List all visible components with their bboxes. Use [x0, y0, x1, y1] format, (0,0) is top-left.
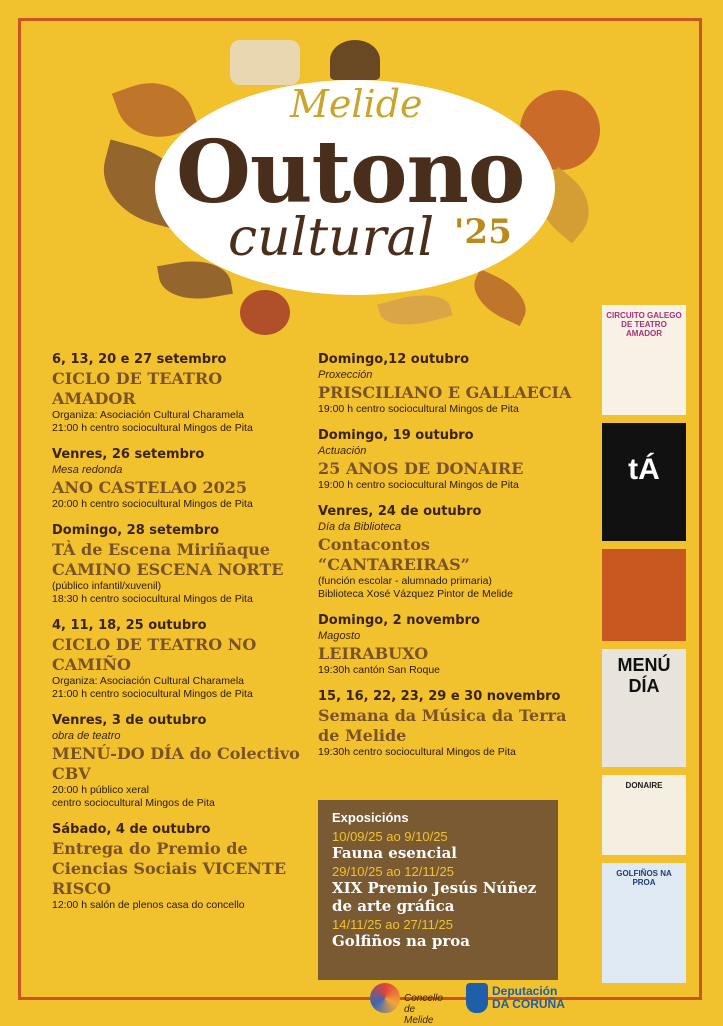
- event-subtitle: Magosto: [318, 630, 361, 642]
- exhibitions-box: [318, 800, 558, 980]
- event-item: [318, 352, 578, 416]
- header-year: '25: [454, 212, 512, 252]
- header-outono: Outono: [176, 122, 525, 223]
- event-date: Sábado, 4 de outubro: [52, 822, 211, 837]
- event-item: [52, 523, 302, 606]
- event-detail: 19:00 h centro sociocultural Mingos de Pita: [318, 479, 519, 491]
- event-item: [318, 613, 578, 677]
- event-detail: 19:00 h centro sociocultural Mingos de Pita: [318, 403, 519, 415]
- event-item: [52, 447, 302, 511]
- event-title: CICLO DE TEATRO AMADOR: [52, 369, 223, 408]
- event-title: 25 ANOS DE DONAIRE: [318, 459, 524, 478]
- event-date: Domingo, 2 novembro: [318, 613, 480, 628]
- event-date: Domingo,12 outubro: [318, 352, 470, 367]
- header-cultural: cultural: [228, 208, 435, 268]
- event-detail: Organiza: Asociación Cultural Charamela: [52, 675, 245, 687]
- event-poster-thumbnail: [602, 549, 686, 641]
- event-date: 4, 11, 18, 25 outubro: [52, 618, 207, 633]
- event-detail: (público infantil/xuvenil): [52, 580, 162, 592]
- event-item: [52, 352, 302, 435]
- event-date: 15, 16, 22, 23, 29 e 30 novembro: [318, 689, 561, 704]
- event-item: [52, 618, 302, 701]
- event-detail: 20:00 h centro sociocultural Mingos de Pita: [52, 498, 253, 510]
- event-title: Contacontos “CANTAREIRAS”: [318, 535, 470, 574]
- exhibition-dates: 29/10/25 ao 12/11/25: [332, 864, 454, 879]
- event-title: ANO CASTELAO 2025: [52, 478, 248, 497]
- event-detail: Biblioteca Xosé Vázquez Pintor de Melide: [318, 588, 513, 600]
- exhibitions-heading: Exposicións: [332, 810, 409, 825]
- exhibition-dates: 14/11/25 ao 27/11/25: [332, 917, 453, 932]
- event-title: LEIRABUXO: [318, 644, 429, 663]
- event-subtitle: Actuación: [318, 445, 367, 457]
- event-detail: centro sociocultural Mingos de Pita: [52, 797, 215, 809]
- event-detail: 20:00 h público xeral: [52, 784, 149, 796]
- exhibition-title: Fauna esencial: [332, 844, 457, 862]
- event-poster-thumbnail: [602, 423, 686, 541]
- event-subtitle: Proxección: [318, 369, 373, 381]
- event-poster-thumbnail: [602, 649, 686, 767]
- exhibition-title: XIX Premio Jesús Núñez de arte gráfica: [332, 879, 537, 915]
- exhibition-dates: 10/09/25 ao 9/10/25: [332, 829, 448, 844]
- melide-logo-icon: [370, 983, 400, 1013]
- event-detail: 12:00 h salón de plenos casa do concello: [52, 899, 245, 911]
- event-poster-thumbnail: [602, 775, 686, 855]
- event-detail: (función escolar - alumnado primaria): [318, 575, 492, 587]
- thumbnail-caption: MENÚ DÍA: [617, 655, 671, 696]
- melide-logo-text: Concello de Melide: [404, 993, 443, 1026]
- event-title: PRISCILIANO E GALLAECIA: [318, 383, 572, 402]
- thumbnail-caption: CIRCUITO GALEGO DE TEATRO AMADOR: [606, 311, 682, 338]
- events-column-left: [52, 352, 302, 924]
- event-title: Semana da Música da Terra de Melide: [318, 706, 567, 745]
- thumbnail-caption: DONAIRE: [625, 781, 663, 790]
- event-date: Venres, 3 de outubro: [52, 713, 207, 728]
- event-subtitle: obra de teatro: [52, 730, 121, 742]
- event-detail: Organiza: Asociación Cultural Charamela: [52, 409, 245, 421]
- header-melide: Melide: [290, 82, 423, 126]
- event-thumbnails: [602, 305, 687, 991]
- event-title: MENÚ-DO DÍA do Colectivo CBV: [52, 744, 300, 783]
- event-subtitle: Mesa redonda: [52, 464, 123, 476]
- deputacion-logo-icon: [466, 983, 488, 1013]
- event-date: Domingo, 28 setembro: [52, 523, 220, 538]
- event-item: [318, 428, 578, 492]
- event-title: Entrega do Premio de Ciencias Sociais VICENTE RISCO: [52, 839, 287, 898]
- event-title: TÀ de Escena Miriñaque CAMINO ESCENA NORTE: [52, 540, 284, 579]
- exhibition-title: Golfiños na proa: [332, 932, 470, 950]
- event-item: [52, 822, 302, 912]
- thumbnail-caption: tÁ: [628, 453, 660, 486]
- event-item: [318, 689, 578, 759]
- event-date: Venres, 24 de outubro: [318, 504, 482, 519]
- event-poster-thumbnail: [602, 863, 686, 983]
- event-detail: 19:30h cantón San Roque: [318, 664, 441, 676]
- event-subtitle: Día da Biblioteca: [318, 521, 402, 533]
- events-column-right: [318, 352, 578, 771]
- event-date: 6, 13, 20 e 27 setembro: [52, 352, 227, 367]
- event-item: [52, 713, 302, 810]
- event-detail: 18:30 h centro sociocultural Mingos de Pita: [52, 593, 253, 605]
- deputacion-logo-text: Deputación DA CORUÑA: [492, 984, 565, 1011]
- event-detail: 21:00 h centro sociocultural Mingos de Pita: [52, 688, 253, 700]
- event-title: CICLO DE TEATRO NO CAMIÑO: [52, 635, 257, 674]
- event-poster-thumbnail: [602, 305, 686, 415]
- event-date: Domingo, 19 outubro: [318, 428, 474, 443]
- event-detail: 21:00 h centro sociocultural Mingos de Pita: [52, 422, 253, 434]
- event-detail: 19:30h centro sociocultural Mingos de Pita: [318, 746, 516, 758]
- event-item: [318, 504, 578, 601]
- thumbnail-caption: GOLFIÑOS NA PROA: [616, 869, 672, 887]
- event-date: Venres, 26 setembro: [52, 447, 205, 462]
